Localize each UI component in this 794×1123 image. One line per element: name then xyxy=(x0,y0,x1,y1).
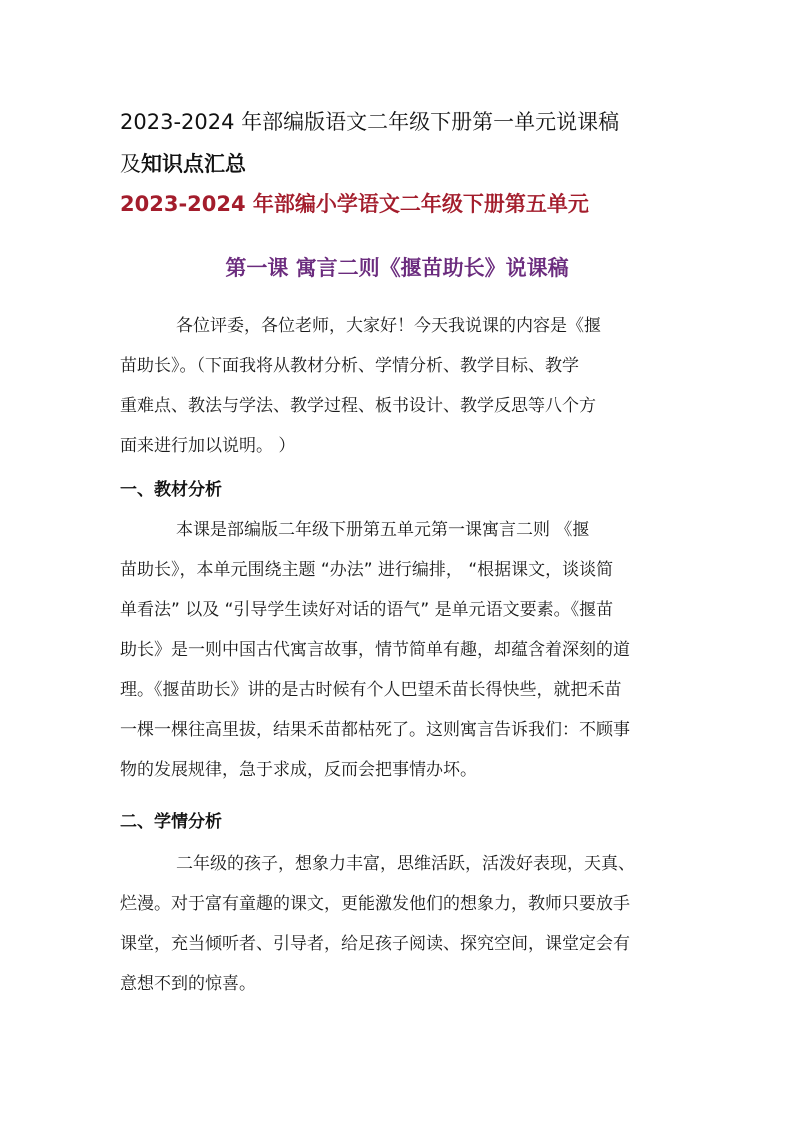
intro-line: 面来进行加以说明。 ） xyxy=(120,436,296,456)
unit-subtitle: 2023-2024 年部编小学语文二年级下册第五单元 xyxy=(120,192,589,216)
document-title-line-1: 2023-2024 年部编版语文二年级下册第一单元说课稿 xyxy=(120,110,620,134)
section-1-heading: 一、教材分析 xyxy=(120,480,222,500)
section-1-line: 物的发展规律，急于求成，反而会把事情办坏。 xyxy=(120,760,477,780)
intro-line: 苗助长》。（下面我将从教材分析、学情分析、教学目标、教学 xyxy=(120,356,579,376)
section-1-line: 苗助长》，本单元围绕主题 “办法” 进行编排， “根据课文，谈谈简 xyxy=(120,560,614,580)
section-2-line: 烂漫。对于富有童趣的课文，更能激发他们的想象力，教师只要放手 xyxy=(120,894,630,914)
section-1-line: 单看法” 以及 “引导学生读好对话的语气” 是单元语文要素。《揠苗 xyxy=(120,600,614,620)
section-2-line: 意想不到的惊喜。 xyxy=(120,974,256,994)
section-1-line: 本课是部编版二年级下册第五单元第一课寓言二则 《揠 xyxy=(176,520,590,540)
document-title-line-2 xyxy=(120,148,246,178)
section-2-line: 二年级的孩子，想象力丰富，思维活跃，活泼好表现，天真、 xyxy=(176,854,635,874)
section-1-line: 理。《揠苗助长》讲的是古时候有个人巴望禾苗长得快些，就把禾苗 xyxy=(120,680,622,700)
intro-line: 重难点、教法与学法、教学过程、板书设计、教学反思等八个方 xyxy=(120,396,596,416)
title-prefix: 及 xyxy=(120,152,141,176)
lesson-title: 第一课 寓言二则《揠苗助长》说课稿 xyxy=(225,256,569,280)
title-bold-suffix: 知识点汇总 xyxy=(141,152,246,176)
section-1-line: 助长》是一则中国古代寓言故事，情节简单有趣，却蕴含着深刻的道 xyxy=(120,640,630,660)
section-2-heading: 二、学情分析 xyxy=(120,812,222,832)
intro-line: 各位评委，各位老师，大家好！今天我说课的内容是《揠 xyxy=(176,316,601,336)
section-1-line: 一棵一棵往高里拔，结果禾苗都枯死了。这则寓言告诉我们：不顾事 xyxy=(120,720,630,740)
section-2-line: 课堂，充当倾听者、引导者，给足孩子阅读、探究空间，课堂定会有 xyxy=(120,934,630,954)
